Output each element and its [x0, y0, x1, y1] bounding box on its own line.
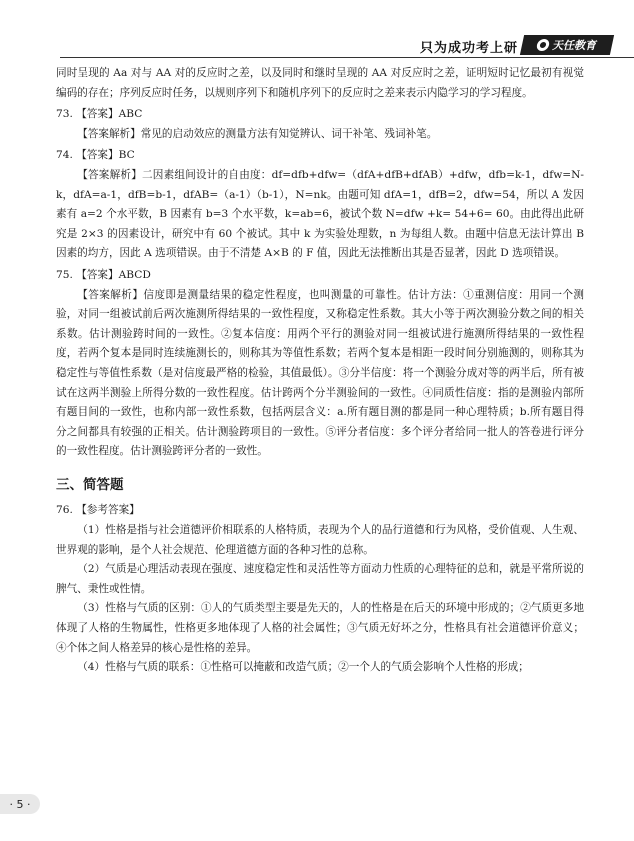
header-slogan: 只为成功考上研	[419, 41, 518, 56]
answer-explanation: 【答案解析】常见的启动效应的测量方法有知觉辨认、词干补笔、残词补笔。	[77, 127, 438, 140]
answer-point: （1）性格是指与社会道德评价相联系的人格特质，表现为个人的品行道德和行为风格，受价值观、人生观、世界观的影响，是个人社会规范、伦理道德方面的各种习性的总称。	[56, 524, 584, 556]
question-answer: 76. 【参考答案】	[56, 504, 140, 517]
answer-explanation: 【答案解析】信度即是测量结果的稳定性程度，也叫测量的可靠性。估计方法：①重测信度：用同一个测验，对同一组被试前后两次施测所得结果的一致性程度，又称稳定性系数。其大小等于两次测验分数之间的相关系数。估计测验跨时间的一致性。②复本信度：用两个平行的测验对同一组被试进行施测所得结果的一致性程度，若两个复本是同时连续施测长的，则称其为等值性系数；若两个复本是相距一段时间分别施测的，则称其为稳定性与等值性系数（是对信度最严格的检验，其值最低）。③分半信度：将一个测验分成对等的两半后，所有被试在这两半测验上所得分数的一致性程度。估计跨两个分半测验间的一致性。④同质性信度：指的是测验内部所有题目间的一致性，也称内部一致性系数，包括两层含义：a.所有题目测的都是同一种心理特质；b.所有题目得分之间都具有较强的正相关。估计测验跨项目的一致性。⑤评分者信度：多个评分者给同一批人的答卷进行评分的一致性程度。估计测验跨评分者的一致性。	[56, 288, 584, 458]
page-number: · 5 ·	[0, 794, 40, 814]
logo-icon	[536, 39, 551, 51]
brand-logo	[520, 35, 614, 55]
question-answer: 75. 【答案】ABCD	[56, 268, 151, 281]
answer-point: （4）性格与气质的联系：①性格可以掩蔽和改造气质；②一个人的气质会影响个人性格的形成；	[77, 661, 529, 674]
header-divider	[60, 57, 634, 58]
answer-point: （2）气质是心理活动表现在强度、速度稳定性和灵活性等方面动力性质的心理特征的总和，就是平常所说的脾气、秉性或性情。	[56, 563, 584, 595]
question-answer: 74. 【答案】BC	[56, 149, 135, 162]
section-heading: 三、简答题	[56, 476, 124, 493]
page-header	[0, 0, 634, 60]
logo-text: 天任教育	[551, 39, 599, 52]
paragraph: 同时呈现的 Aa 对与 AA 对的反应时之差，以及同时和继时呈现的 AA 对反应时之差，证明短时记忆最初有视觉编码的存在；序列反应时任务，以规则序列下和随机序列下的反应时之差来表示内隐学习的学习程度。	[56, 67, 584, 99]
answer-explanation: 【答案解析】二因素组间设计的自由度：df=dfb+dfw=（dfA+dfB+dfAB）+dfw，dfb=k-1，dfw=N-k，dfA=a-1，dfB=b-1，dfAB=（a-1）（b-1），N=nk。由题可知 dfA=1，dfB=2，dfw=54，所以 A 发因素有 a=2 个水平数，B 因素有 b=3 个水平数，k=ab=6，被试个数 N=dfw +k= 54+6= 60。由此得出此研究是 2×3 的因素设计，研究中有 60 个被试。其中 k 为实验处理数，n 为每组人数。由题中信息无法计算出 B 因素的均方，因此 A 选项错误。由于不清楚 A×B 的 F 值，因此无法推断出其是否显著，因此 D 选项错误。	[56, 168, 584, 260]
answer-point: （3）性格与气质的区别：①人的气质类型主要是先天的，人的性格是在后天的环境中形成的；②气质更多地体现了人格的生物属性，性格更多地体现了人格的社会属性；③气质无好坏之分，性格具有社会道德评价意义；④个体之间人格差异的核心是性格的差异。	[56, 602, 584, 654]
page-content	[56, 64, 584, 678]
question-answer: 73. 【答案】ABC	[56, 108, 143, 121]
